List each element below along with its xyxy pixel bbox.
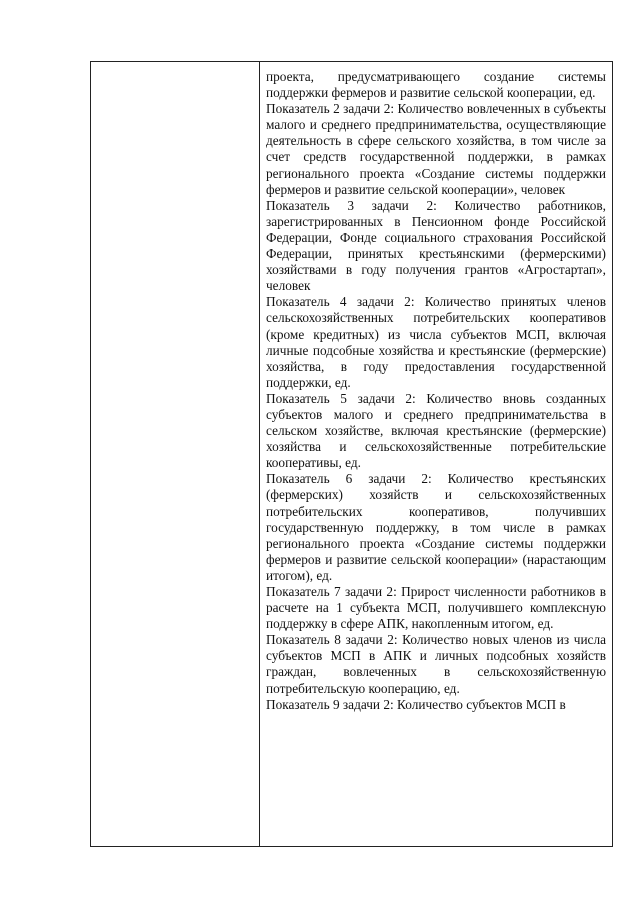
paragraph-indicator-3: Показатель 3 задачи 2: Количество работников, зарегистрированных в Пенсионном фонде Российской Федерации, Фонде социального страхования Российской Федерации, принятых крестьянскими (фермерскими) хозяйствами в году получения грантов «Агростартап», человек (266, 197, 606, 294)
paragraph-indicator-6: Показатель 6 задачи 2: Количество крестьянских (фермерских) хозяйств и сельскохозяйственных потребительских кооперативов, получивших государственную поддержку, в том числе в рамках регионального проекта «Создание системы поддержки фермеров и развитие сельской кооперации» (нарастающим итогом), ед. (266, 471, 606, 583)
table-row (91, 62, 613, 847)
paragraph-indicator-4: Показатель 4 задачи 2: Количество принятых членов сельскохозяйственных потребительских кооперативов (кроме кредитных) из числа субъектов МСП, включая личные подсобные хозяйства и крестьянские (фермерские) хозяйства, в году предоставления государственной поддержки, ед. (266, 294, 606, 390)
paragraph-indicator-8: Показатель 8 задачи 2: Количество новых членов из числа субъектов МСП в АПК и личных подсобных хозяйств граждан, вовлеченных в сельскохозяйственную потребительскую кооперацию, ед. (266, 632, 606, 696)
paragraph-indicator-9: Показатель 9 задачи 2: Количество субъектов МСП в (266, 696, 566, 712)
indicator-text-cell (260, 62, 613, 847)
paragraph-indicator-5: Показатель 5 задачи 2: Количество вновь созданных субъектов малого и среднего предпринимательства в сельском хозяйстве, включая крестьянские (фермерские) хозяйства и сельскохозяйственные потребительские кооперативы, ед. (266, 390, 606, 471)
paragraph-continuation: проекта, предусматривающего создание системы поддержки фермеров и развитие сельской кооперации, ед. (266, 69, 606, 101)
paragraph-indicator-2: Показатель 2 задачи 2: Количество вовлеченных в субъекты малого и среднего предпринимательства, осуществляющие деятельность в сфере сельского хозяйства, в том числе за счет средств государственной поддержки, в рамках регионального проекта «Создание системы поддержки фермеров и развитие сельской кооперации», человек (266, 101, 606, 197)
paragraph-indicator-7: Показатель 7 задачи 2: Прирост численности работников в расчете на 1 субъекта МСП, получившего комплексную поддержку в сфере АПК, накопленным итогом, ед. (266, 584, 606, 632)
document-table (90, 61, 613, 847)
left-cell-empty (91, 62, 260, 847)
